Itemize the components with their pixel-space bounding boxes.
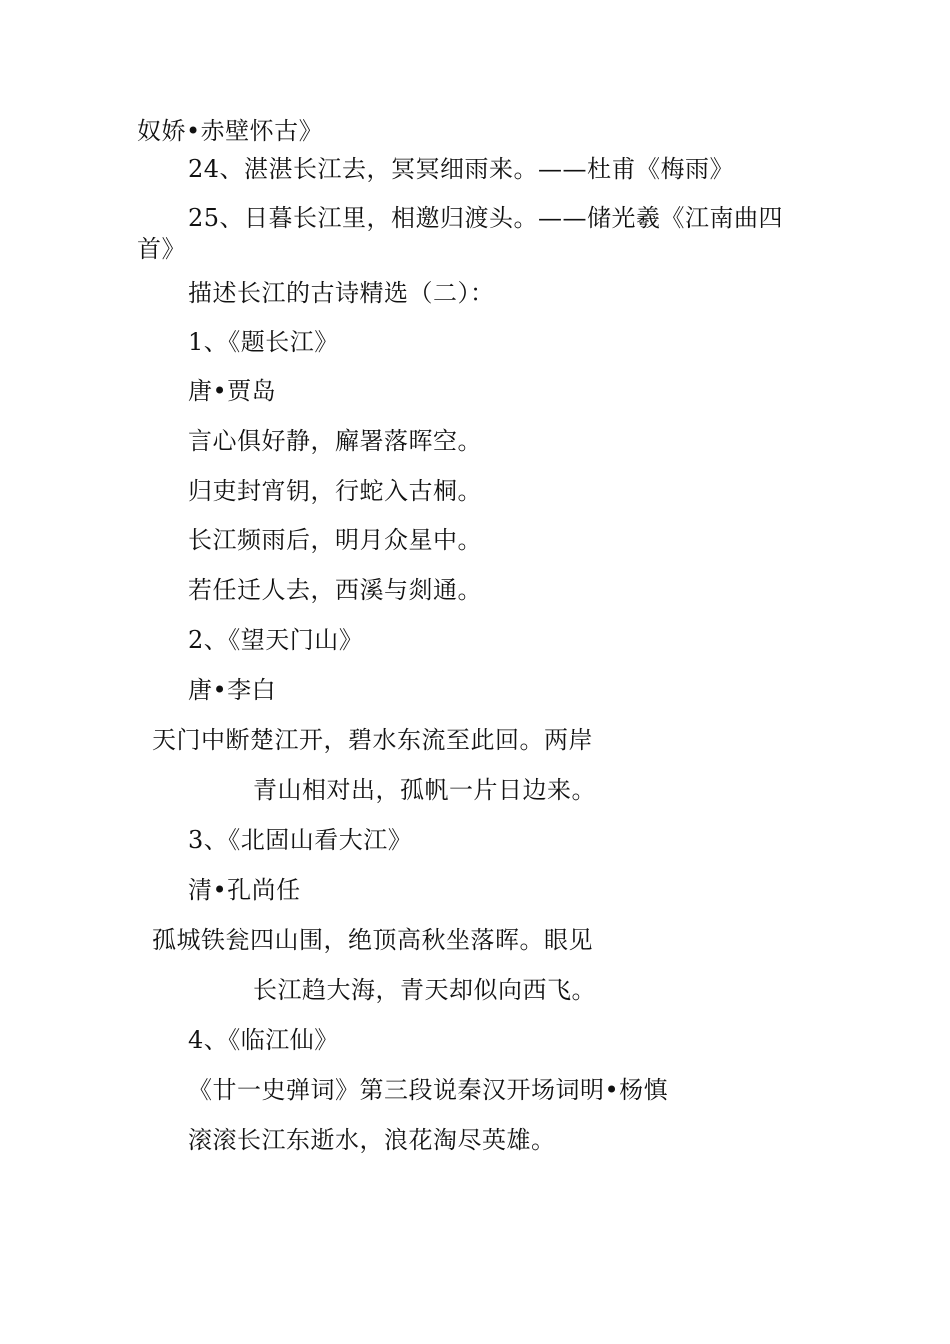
poem-line: 长江频雨后，明月众星中。 — [188, 526, 482, 554]
poem-line: 滚滚长江东逝水，浪花淘尽英雄。 — [188, 1126, 556, 1154]
text-line: 24、湛湛长江去，冥冥细雨来。——杜甫《梅雨》 — [188, 155, 735, 183]
poem-title: 3、《北固山看大江》 — [188, 826, 413, 854]
text-line: 首》 — [137, 235, 186, 263]
text-line: 25、日暮长江里，相邀归渡头。——储光羲《江南曲四 — [188, 204, 784, 232]
poem-line: 若任迁人去，西溪与剡通。 — [188, 576, 482, 604]
poem-author: 清•孔尚任 — [188, 876, 301, 904]
section-heading: 描述长江的古诗精选（二）： — [188, 279, 495, 307]
poem-line: 孤城铁瓮四山围，绝顶高秋坐落晖。眼见 — [152, 926, 593, 954]
poem-author: 《廿一史弹词》第三段说秦汉开场词明•杨慎 — [188, 1076, 669, 1104]
poem-author: 唐•贾岛 — [188, 377, 277, 405]
poem-line: 言心俱好静，廨署落晖空。 — [188, 427, 482, 455]
poem-title: 4、《临江仙》 — [188, 1026, 339, 1054]
poem-author: 唐•李白 — [188, 676, 277, 704]
poem-line: 天门中断楚江开，碧水东流至此回。两岸 — [152, 726, 593, 754]
poem-line: 长江趋大海，青天却似向西飞。 — [253, 976, 596, 1004]
poem-line: 青山相对出，孤帆一片日边来。 — [253, 776, 596, 804]
poem-title: 2、《望天门山》 — [188, 626, 364, 654]
poem-line: 归吏封宵钥，行蛇入古桐。 — [188, 477, 482, 505]
poem-title: 1、《题长江》 — [188, 328, 339, 356]
text-line: 奴娇•赤壁怀古》 — [137, 117, 324, 145]
